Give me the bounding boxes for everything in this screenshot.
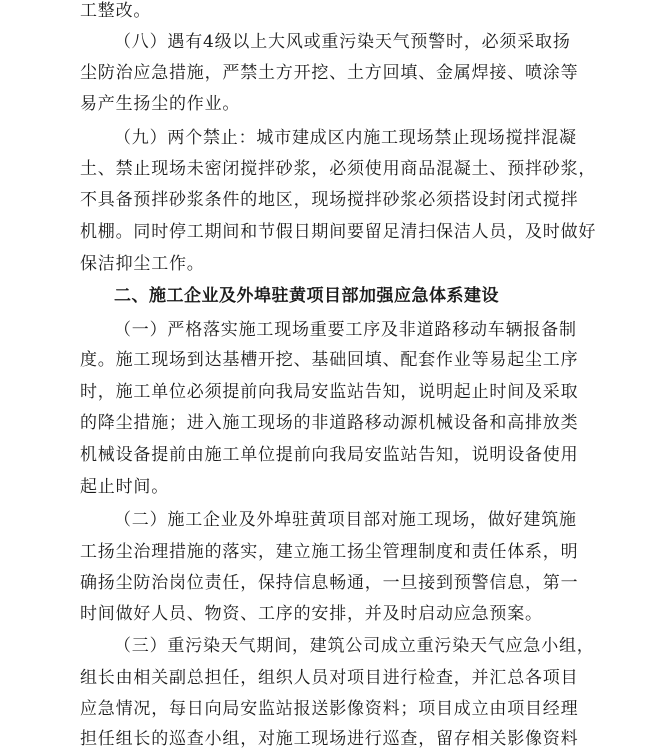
text-line: 的降尘措施；进入施工现场的非道路移动源机械设备和高排放类: [80, 413, 579, 433]
text-line: 机棚。同时停工期间和节假日期间要留足清扫保洁人员，及时做好: [80, 222, 597, 242]
text-line: 确扬尘防治岗位责任，保持信息畅通，一旦接到预警信息，第一: [80, 573, 579, 593]
text-line: 易产生扬尘的作业。: [80, 94, 241, 114]
text-line: 保洁抑尘工作。: [80, 254, 205, 274]
section-heading: 二、施工企业及外埠驻黄项目部加强应急体系建设: [114, 286, 499, 306]
text-line: 组长由相关副总担任，组织人员对项目进行检查，并汇总各项目: [80, 668, 579, 688]
text-line: 担任组长的巡查小组，对施工现场进行巡查，留存相关影像资料: [80, 729, 579, 749]
text-line: 度。施工现场到达基槽开挖、基础回填、配套作业等易起尘工序: [80, 350, 579, 370]
text-line: （三）重污染天气期间，建筑公司成立重污染天气应急小组，: [114, 636, 595, 656]
text-line: 工整改。: [80, 1, 152, 21]
text-line: 应急情况，每日向局安监站报送影像资料；项目成立由项目经理: [80, 699, 579, 719]
text-line: （九）两个禁止：城市建成区内施工现场禁止现场搅拌混凝: [114, 128, 577, 148]
text-line: 尘防治应急措施，严禁土方开挖、土方回填、金属焊接、喷涂等: [80, 63, 579, 83]
text-line: 起止时间。: [80, 477, 169, 497]
text-line: （八）遇有4级以上大风或重污染天气预警时，必须采取扬: [114, 32, 571, 52]
text-line: 时，施工单位必须提前向我局安监站告知，说明起止时间及采取: [80, 382, 579, 402]
text-line: 时间做好人员、物资、工序的安排，并及时启动应急预案。: [80, 604, 543, 624]
text-line: （一）严格落实施工现场重要工序及非道路移动车辆报备制: [114, 320, 577, 340]
text-line: 工扬尘治理措施的落实，建立施工扬尘管理制度和责任体系，明: [80, 542, 579, 562]
text-line: 不具备预拌砂浆条件的地区，现场搅拌砂浆必须搭设封闭式搅拌: [80, 190, 579, 210]
text-line: 机械设备提前由施工单位提前向我局安监站告知，说明设备使用: [80, 445, 579, 465]
text-line: 土、禁止现场未密闭搅拌砂浆，必须使用商品混凝土、预拌砂浆，: [80, 159, 597, 179]
text-line: （二）施工企业及外埠驻黄项目部对施工现场，做好建筑施: [114, 510, 577, 530]
